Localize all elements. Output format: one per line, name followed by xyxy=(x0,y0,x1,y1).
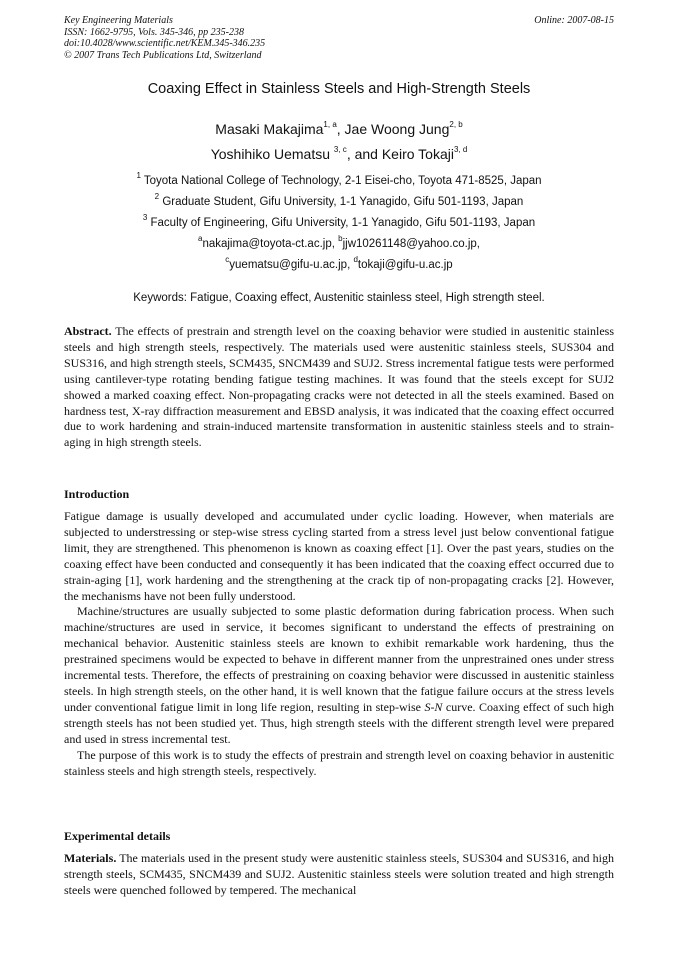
affiliation-text: Toyota National College of Technology, 2-1 Eisei-cho, Toyota 471-8525, Japan xyxy=(140,175,542,187)
author-name: Yoshihiko Uematsu xyxy=(210,146,334,162)
author-sup: 3, c xyxy=(333,145,347,155)
email-sup: c xyxy=(225,255,230,265)
email-address[interactable]: yuematsu@gifu-u.ac.jp, xyxy=(229,259,354,271)
online-date: Online: 2007-08-15 xyxy=(534,15,614,26)
copyright-line: © 2007 Trans Tech Publications Ltd, Switzerland xyxy=(64,49,262,61)
intro-p2-emphasis: S-N xyxy=(424,699,443,714)
authors-line-1 xyxy=(0,121,678,137)
email-address[interactable]: tokaji@gifu-u.ac.jp xyxy=(357,259,453,271)
affiliation-text: Faculty of Engineering, Gifu University, 1-1 Yanagido, Gifu 501-1193, Japan xyxy=(147,217,536,229)
experimental-heading: Experimental details xyxy=(64,829,171,843)
journal-metadata xyxy=(64,15,265,61)
intro-paragraph-3: The purpose of this work is to study the effects of prestrain and strength level on coaxing behavior in austenitic stainless steels and high strength steels, respectively. xyxy=(64,747,614,778)
introduction-heading: Introduction xyxy=(64,487,130,501)
doi-line: doi:10.4028/www.scientific.net/KEM.345-346.235 xyxy=(64,38,266,49)
author-sup: 1, a xyxy=(323,120,337,130)
intro-paragraph-1: Fatigue damage is usually developed and accumulated under cyclic loading. However, when materials are subjected to understressing or step-wise stress cycling started from a stress level just below conventional fatigue limit, they are strengthened. This phenomenon is known as coaxing effect [1]. Over the past years, studies on the coaxing effect have been conducted and consequently it has been indicated that the coaxing effect occurred due to strain-aging [1], work hardening and the strengthening at the crack tip of non-propagating cracks [2]. However, the mechanisms have not been fully understood. xyxy=(64,509,614,603)
experimental-body xyxy=(64,851,614,899)
email-sup: a xyxy=(197,234,203,244)
author-sup: 2, b xyxy=(449,120,463,130)
journal-name: Key Engineering Materials xyxy=(64,15,173,26)
issn-line: ISSN: 1662-9795, Vols. 345-346, pp 235-238 xyxy=(64,26,244,38)
author-sup: 3, d xyxy=(453,145,468,155)
intro-p2-text: Machine/structures are usually subjected to some plastic deformation during fabrication process. When such machine/structures are used in service, it becomes significant to understand the effects of prestraining on mechanical behavior. Austenitic stainless steels are known to exhibit remarkable work hardening, thus the prestrained specimens would be expected to behave in different manner from the unprestrained ones under stress incremental tests. Therefore, the effects of prestraining on coaxing behavior were discussed in austenitic stainless steels. In high strength steels, on the other hand, it is well known that the fatigue failure occurs at the stress levels under conventional fatigue limit in long life region, resulting in step-wise xyxy=(64,604,614,714)
abstract-label: Abstract. xyxy=(64,324,112,338)
email-address[interactable]: jjw10261148@yahoo.co.jp, xyxy=(342,238,480,250)
affiliation-sup: 1 xyxy=(136,171,141,181)
materials-label: Materials. xyxy=(64,851,117,865)
email-sup: b xyxy=(338,234,343,244)
author-name: Jae Woong Jung xyxy=(344,121,450,137)
email-sup: d xyxy=(353,255,358,265)
author-separator: , xyxy=(336,121,345,137)
paper-title: Coaxing Effect in Stainless Steels and High-Strength Steels xyxy=(147,81,531,97)
abstract-text: The effects of prestrain and strength level on the coaxing behavior were studied in austenitic stainless steels and high strength steels, respectively. The materials used were austenitic stainless steels, SUS304 and SUS316, and high strength steels, SCM435, SNCM439 and SUJ2. Stress incremental fatigue tests were performed using cantilever-type rotating bending fatigue testing machines. It was found that the steels except for SUJ2 showed a marked coaxing effect. Non-propagating cracks were not detected in all the steels examined. Based on hardness test, X-ray diffraction measurement and EBSD analysis, it was indicated that the coaxing effect occurred due to work hardening and strain-induced martensite transformation in austenitic stainless steels and to strain-aging in high strength steels. xyxy=(64,324,614,450)
affiliation-sup: 2 xyxy=(154,192,160,202)
email-line-2 xyxy=(0,255,678,271)
keywords: Keywords: Fatigue, Coaxing effect, Austenitic stainless steel, High strength steel. xyxy=(133,292,545,304)
email-address[interactable]: nakajima@toyota-ct.ac.jp, xyxy=(202,238,339,250)
affiliation-sup: 3 xyxy=(142,213,148,223)
materials-text: The materials used in the present study were austenitic stainless steels, SUS304 and SUS316, and high strength steels, SCM435, SNCM439 and SUJ2. Austenitic stainless steels were solution treated and high strength steels were quenched followed by tempered. The mechanical xyxy=(64,851,614,897)
author-name: Masaki Makajima xyxy=(215,121,324,137)
email-line-1 xyxy=(0,234,678,250)
affiliation-1 xyxy=(0,171,678,187)
introduction-body xyxy=(64,509,614,779)
affiliation-3 xyxy=(0,213,678,229)
authors-line-2 xyxy=(0,146,678,162)
author-name: Keiro Tokaji xyxy=(381,146,454,162)
intro-p2-text: curve. Coaxing effect of such high strength steels has not been studied yet. Thus, high strength steels with the different strength level were prepared and used in stress incremental test. xyxy=(64,699,614,746)
intro-paragraph-2 xyxy=(64,604,614,747)
author-separator: , and xyxy=(346,146,382,162)
affiliation-text: Graduate Student, Gifu University, 1-1 Yanagido, Gifu 501-1193, Japan xyxy=(159,196,524,208)
abstract xyxy=(64,324,614,451)
affiliation-2 xyxy=(0,192,678,208)
